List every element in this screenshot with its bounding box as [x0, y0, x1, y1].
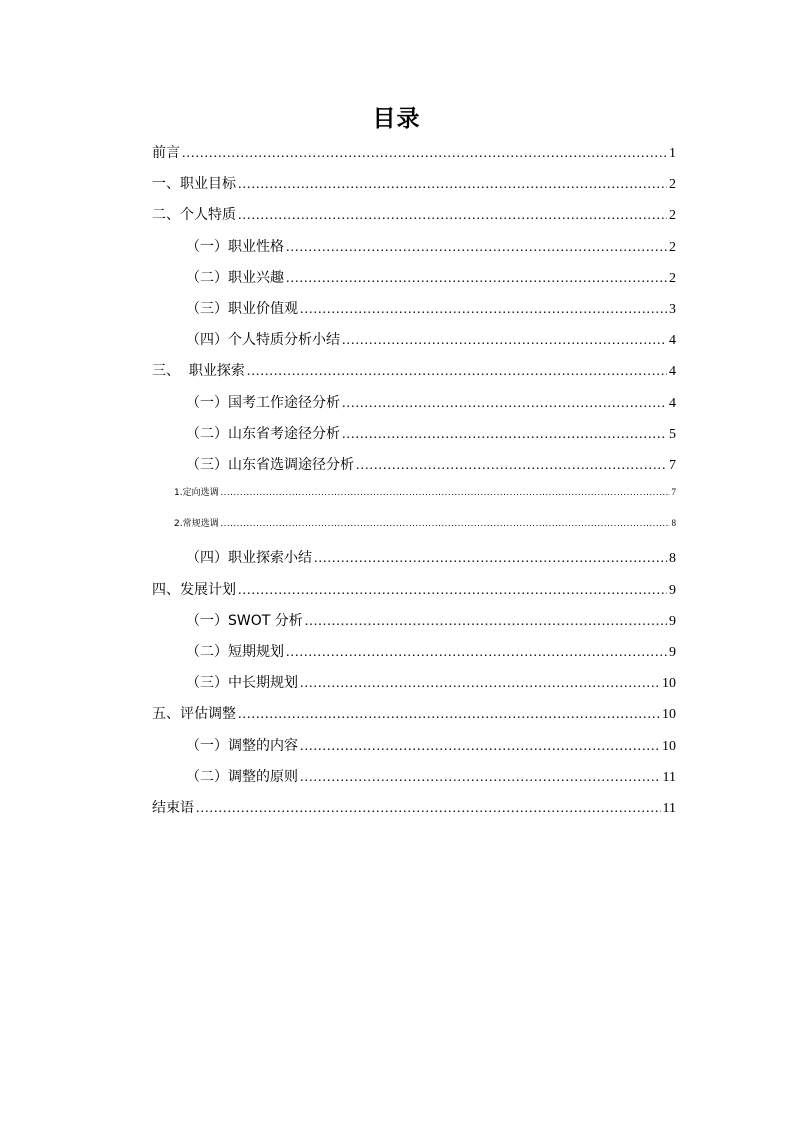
toc-entry-page: 8: [669, 551, 676, 567]
toc-entry-text: （三）中长期规划: [186, 675, 298, 692]
toc-entry-text: 1.定向选调: [174, 488, 219, 499]
dot-leader: [342, 427, 667, 443]
dot-leader: [221, 487, 670, 497]
toc-entry[interactable]: [152, 392, 676, 423]
dot-leader: [238, 208, 667, 224]
toc-entry-text: （二）职业兴趣: [186, 269, 284, 286]
toc-title: 目录: [372, 106, 421, 132]
toc-entry-text: 2.常规选调: [174, 519, 219, 530]
toc-entry-page: 10: [662, 738, 676, 754]
toc-entry[interactable]: [152, 204, 676, 235]
toc-entry-text: （三）职业价值观: [186, 300, 298, 317]
toc-entry[interactable]: [152, 547, 676, 578]
toc-entry[interactable]: [152, 485, 676, 516]
dot-leader: [300, 739, 660, 755]
toc-entry-page: 2: [669, 270, 676, 286]
dot-leader: [305, 614, 667, 630]
toc-entry[interactable]: [152, 766, 676, 797]
toc-entry-text: 二、个人特质: [152, 207, 236, 224]
toc-entry[interactable]: [152, 173, 676, 204]
toc-entry-page: 1: [669, 146, 676, 161]
toc-entry-text: （三）山东省选调途径分析: [186, 456, 354, 473]
toc-entry[interactable]: [152, 298, 676, 329]
toc-entry[interactable]: [152, 610, 676, 641]
dot-leader: [314, 551, 667, 567]
toc-entry-text: （四）职业探索小结: [186, 550, 312, 567]
toc-entry[interactable]: [152, 423, 676, 454]
toc-entry[interactable]: [152, 236, 676, 267]
toc-entry-text: （一）国考工作途径分析: [186, 394, 340, 411]
toc-entry-page: 4: [669, 364, 676, 380]
toc-entry-text: （二）短期规划: [186, 644, 284, 660]
toc-entry-page: 11: [662, 769, 676, 785]
toc-entry-page: 4: [669, 395, 676, 411]
toc-entry-text: （一）职业性格: [186, 238, 284, 255]
dot-leader: [300, 302, 667, 318]
dot-leader: [342, 396, 667, 412]
dot-leader: [196, 801, 661, 817]
dot-leader: [182, 146, 667, 162]
toc-entry-text: 五、评估调整: [152, 706, 236, 723]
dot-leader: [221, 518, 670, 528]
toc-entry-text: （一）调整的内容: [186, 737, 298, 754]
toc-entry-text: （四）个人特质分析小结: [186, 332, 340, 349]
toc-entry-page: 9: [669, 645, 676, 660]
dot-leader: [286, 240, 667, 256]
toc-entry-text: （二）山东省考途径分析: [186, 425, 340, 442]
toc-entry[interactable]: [152, 641, 676, 672]
toc-entry-text: （一）SWOT 分析: [186, 612, 303, 629]
dot-leader: [300, 676, 660, 692]
toc-entry-text: 一、职业目标: [152, 176, 236, 193]
toc-entry-page: 10: [662, 707, 676, 723]
dot-leader: [238, 177, 667, 193]
table-of-contents: [152, 142, 676, 828]
toc-entry-page: 5: [669, 426, 676, 442]
toc-entry[interactable]: [152, 797, 676, 828]
toc-entry-page: 2: [669, 239, 676, 255]
toc-entry-text: 三、 职业探索: [152, 363, 245, 380]
dot-leader: [342, 333, 667, 349]
toc-entry[interactable]: [152, 454, 676, 485]
dot-leader: [286, 271, 667, 287]
toc-entry-page: 11: [662, 800, 676, 816]
dot-leader: [238, 583, 667, 599]
dot-leader: [238, 707, 660, 723]
toc-entry-text: 前言: [152, 145, 180, 161]
toc-entry[interactable]: [152, 267, 676, 298]
toc-entry-page: 8: [671, 518, 676, 529]
toc-entry[interactable]: [152, 516, 676, 547]
toc-entry[interactable]: [152, 579, 676, 610]
toc-entry-text: 结束语: [152, 799, 194, 816]
toc-entry[interactable]: [152, 703, 676, 734]
toc-entry[interactable]: [152, 329, 676, 360]
toc-entry-text: （二）调整的原则: [186, 768, 298, 785]
dot-leader: [247, 364, 667, 380]
toc-entry-page: 2: [669, 177, 676, 193]
toc-entry-page: 9: [669, 582, 676, 598]
toc-entry[interactable]: [152, 672, 676, 703]
dot-leader: [356, 458, 667, 474]
toc-entry[interactable]: [152, 360, 676, 391]
toc-entry-page: 3: [669, 301, 676, 317]
toc-entry-text: 四、发展计划: [152, 581, 236, 598]
toc-entry-page: 10: [662, 676, 676, 692]
dot-leader: [286, 645, 667, 661]
toc-entry[interactable]: [152, 735, 676, 766]
toc-entry-page: 4: [669, 333, 676, 349]
toc-entry-page: 9: [669, 613, 676, 629]
toc-entry-page: 7: [671, 487, 676, 498]
toc-entry[interactable]: [152, 142, 676, 173]
dot-leader: [300, 770, 661, 786]
toc-entry-page: 7: [669, 457, 676, 473]
toc-entry-page: 2: [669, 208, 676, 224]
